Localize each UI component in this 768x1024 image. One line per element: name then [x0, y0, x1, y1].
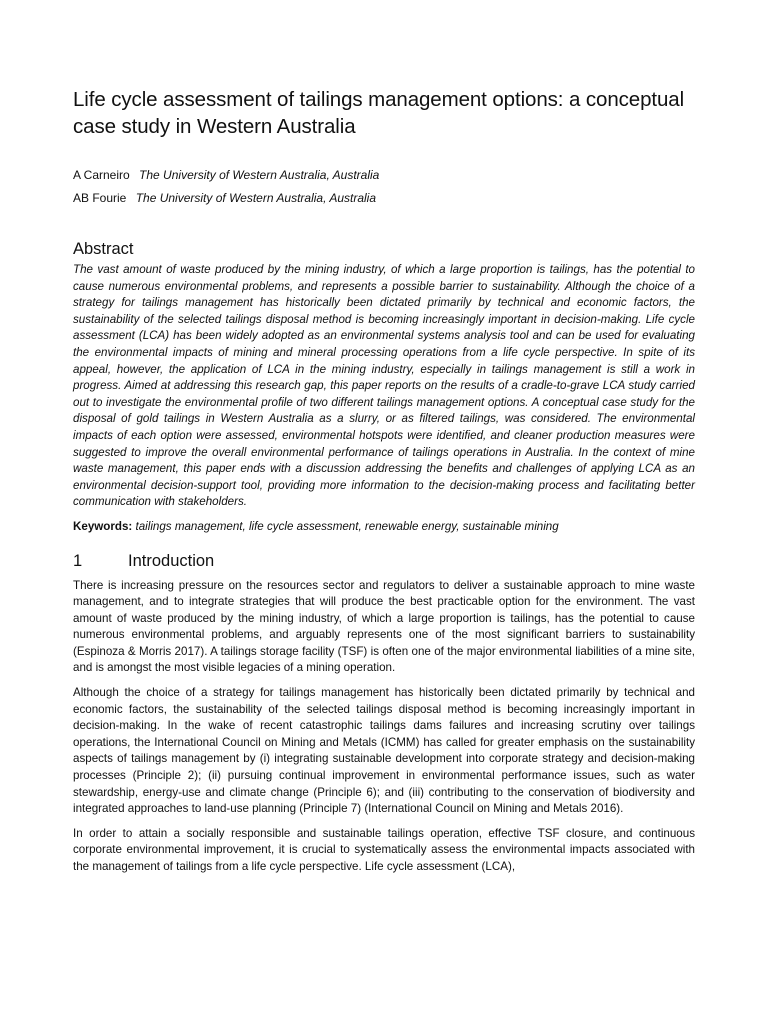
author-affiliation: The University of Western Australia, Australia	[139, 168, 380, 182]
abstract-heading: Abstract	[73, 240, 134, 258]
keywords	[73, 519, 695, 536]
section-title: Introduction	[128, 551, 215, 570]
author-name: A Carneiro	[73, 168, 130, 182]
introduction-heading	[73, 550, 695, 572]
author-row	[73, 187, 695, 210]
body-paragraph: In order to attain a socially responsible and sustainable tailings operation, effective TSF closure, and continuous corporate environmental improvement, it is crucial to systematically assess the environmental impacts associated with the management of tailings from a life cycle perspective. Life cycle assessment (LCA),	[73, 826, 695, 873]
keywords-text: tailings management, life cycle assessment, renewable energy, sustainable mining	[135, 519, 559, 533]
keywords-label: Keywords:	[73, 519, 133, 533]
section-number: 1	[73, 551, 83, 570]
paper-page	[73, 86, 695, 876]
abstract-text: The vast amount of waste produced by the mining industry, of which a large proportion is tailings, has the potential to cause numerous environmental problems, and represents a possible barrier to sustainability. Although the choice of a strategy for tailings management has historically been dictated primarily by technical and economic factors, the sustainability of the selected tailings disposal method is becoming increasingly important in decision-making. Life cycle assessment (LCA) has been widely adopted as an environmental systems analysis tool and can be used for evaluating the environmental impacts of mining and mineral processing operations from a life cycle perspective. In spite of its appeal, however, the application of LCA in the mining industry, especially in tailings management is still a work in progress. Aimed at addressing this research gap, this paper reports on the results of a cradle-to-grave LCA study carried out to investigate the environmental profile of two different tailings management options. A conceptual case study for the disposal of gold tailings in Western Australia as a slurry, or as filtered tailings, was considered. The environmental impacts of each option were assessed, environmental hotspots were identified, and cleaner production measures were suggested to improve the overall environmental performance of tailings operations in Australia. In the context of mine waste management, this paper ends with a discussion addressing the benefits and challenges of applying LCA as an environmental decision-support tool, providing more information to the decision-making process and facilitating better communication with stakeholders.	[73, 263, 695, 509]
body-paragraph: Although the choice of a strategy for tailings management has historically been dictated primarily by technical and economic factors, the sustainability of the selected tailings disposal method is becoming increasingly important in decision-making. In the wake of recent catastrophic tailings dams failures and increasing scrutiny over tailings operations, the International Council on Mining and Metals (ICMM) has called for greater emphasis on the sustainability aspects of tailings management by (i) integrating sustainable development into corporate strategy and decision-making processes (Principle 2); (ii) pursuing continual improvement in environmental performance issues, such as water stewardship, energy-use and climate change (Principle 6); and (iii) contributing to the conservation of biodiversity and integrated approaches to land-use planning (Principle 7) (International Council on Mining and Metals 2016).	[73, 686, 695, 816]
body-paragraph: There is increasing pressure on the resources sector and regulators to deliver a sustainable approach to mine waste management, and to integrate strategies that will produce the best practicable option for the environment. The vast amount of waste produced by the mining industry, of which a large proportion is tailings, has the potential to cause numerous environmental problems, and arguably represents one of the most significant barriers to sustainability (Espinoza & Morris 2017). A tailings storage facility (TSF) is often one of the major environmental liabilities of a mine site, and is amongst the most visible legacies of a mining operation.	[73, 578, 695, 675]
author-row	[73, 164, 695, 187]
author-list	[73, 164, 695, 210]
author-affiliation: The University of Western Australia, Australia	[135, 191, 377, 205]
paper-title: Life cycle assessment of tailings management options: a conceptual case study in Western Australia	[73, 88, 685, 138]
author-name: AB Fourie	[73, 191, 127, 205]
